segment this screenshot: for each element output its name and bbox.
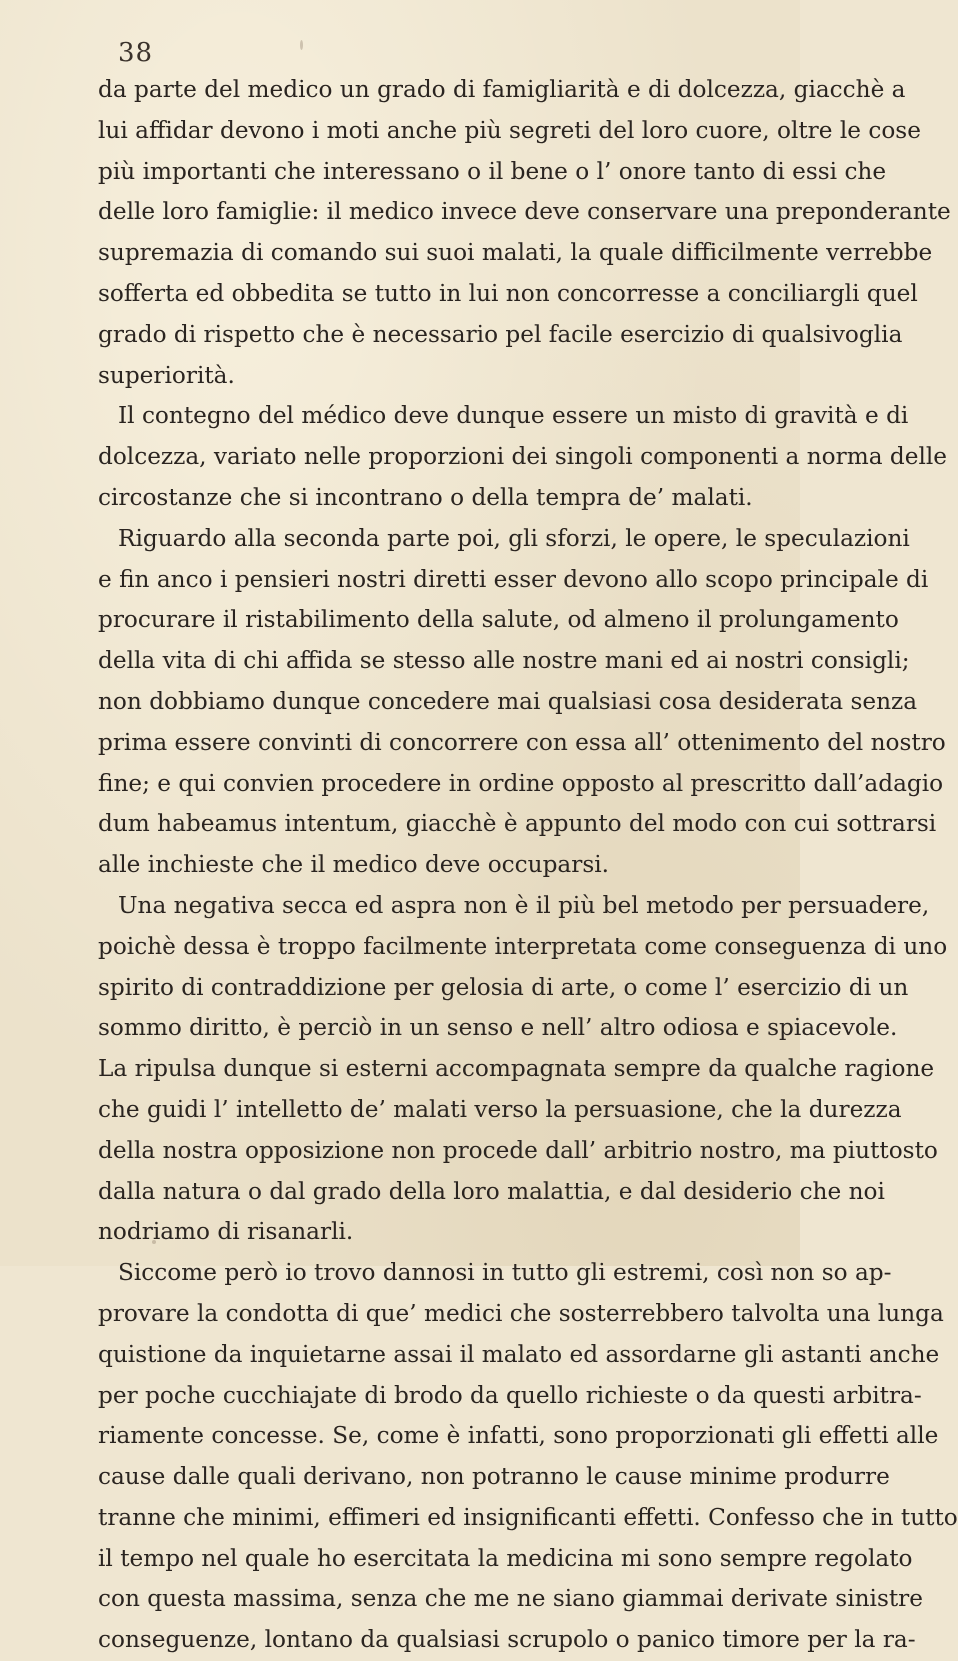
text-line: alle inchieste che il medico deve occuparsi.	[98, 851, 610, 879]
text-line: circostanze che si incontrano o della tempra de’ malati.	[98, 483, 753, 511]
text-line: supremazia di comando sui suoi malati, la quale difficilmente verrebbe	[98, 239, 933, 267]
body-text	[98, 70, 958, 1661]
text-line: nodriamo di risanarli.	[98, 1218, 354, 1246]
text-line: grado di rispetto che è necessario pel facile esercizio di qualsivoglia	[98, 320, 903, 348]
text-line: Una negativa secca ed aspra non è il più bel metodo per persuadere,	[118, 891, 930, 919]
text-line: La ripulsa dunque si esterni accompagnata sempre da qualche ragione	[98, 1055, 935, 1083]
text-line: spirito di contraddizione per gelosia di arte, o come l’ esercizio di un	[98, 973, 909, 1001]
text-line: poichè dessa è troppo facilmente interpretata come conseguenza di uno	[98, 932, 948, 960]
text-line: conseguenze, lontano da qualsiasi scrupolo o panico timore per la ra-	[98, 1626, 916, 1654]
text-line: con questa massima, senza che me ne siano giammai derivate sinistre	[98, 1585, 923, 1613]
text-line: provare la condotta di que’ medici che sosterrebbero talvolta una lunga	[98, 1299, 944, 1327]
text-line: riamente concesse. Se, come è infatti, sono proporzionati gli effetti alle	[98, 1422, 939, 1450]
text-line: dalla natura o dal grado della loro malattia, e dal desiderio che noi	[98, 1177, 885, 1205]
text-line: per poche cucchiajate di brodo da quello richieste o da questi arbitra-	[98, 1381, 922, 1409]
text-line: da parte del medico un grado di famigliarità e di dolcezza, giacchè a	[98, 76, 906, 103]
text-line: procurare il ristabilimento della salute, od almeno il prolungamento	[98, 606, 899, 634]
text-line: fine; e qui convien procedere in ordine opposto al prescritto dall’adagio	[98, 769, 944, 797]
paper-spot	[300, 40, 303, 50]
text-line: più importanti che interessano o il bene o l’ onore tanto di essi che	[98, 157, 887, 185]
text-line: dolcezza, variato nelle proporzioni dei singoli componenti a norma delle	[98, 443, 948, 471]
page-number: 38	[118, 38, 154, 68]
text-line: non dobbiamo dunque concedere mai qualsiasi cosa desiderata senza	[98, 687, 918, 715]
text-line: che guidi l’ intelletto de’ malati verso la persuasione, che la durezza	[98, 1095, 902, 1123]
text-line: superiorità.	[98, 361, 235, 389]
text-line: Siccome però io trovo dannosi in tutto gli estremi, così non so ap-	[118, 1259, 892, 1287]
text-line: sommo diritto, è perciò in un senso e nell’ altro odiosa e spiacevole.	[98, 1014, 898, 1042]
text-line: Riguardo alla seconda parte poi, gli sforzi, le opere, le speculazioni	[118, 524, 910, 552]
text-line: sofferta ed obbedita se tutto in lui non concorresse a conciliargli quel	[98, 279, 918, 307]
text-line: e fin anco i pensieri nostri diretti esser devono allo scopo principale di	[98, 565, 929, 593]
text-line: Il contegno del médico deve dunque essere un misto di gravità e di	[118, 402, 909, 430]
text-line: della vita di chi affida se stesso alle nostre mani ed ai nostri consigli;	[98, 647, 910, 675]
text-line: prima essere convinti di concorrere con essa all’ ottenimento del nostro	[98, 728, 946, 756]
text-line: tranne che minimi, effimeri ed insignificanti effetti. Confesso che in tutto	[98, 1503, 958, 1531]
paper-spot	[152, 1240, 156, 1244]
text-line: della nostra opposizione non procede dall’ arbitrio nostro, ma piuttosto	[98, 1136, 938, 1164]
text-line: il tempo nel quale ho esercitata la medicina mi sono sempre regolato	[98, 1544, 913, 1572]
text-line: dum habeamus intentum, giacchè è appunto del modo con cui sottrarsi	[98, 810, 937, 838]
text-line: lui affidar devono i moti anche più segreti del loro cuore, oltre le cose	[98, 116, 921, 144]
text-line: delle loro famiglie: il medico invece deve conservare una preponderante	[98, 198, 951, 226]
text-line: cause dalle quali derivano, non potranno le cause minime produrre	[98, 1463, 890, 1491]
text-line: quistione da inquietarne assai il malato ed assordarne gli astanti anche	[98, 1340, 940, 1368]
